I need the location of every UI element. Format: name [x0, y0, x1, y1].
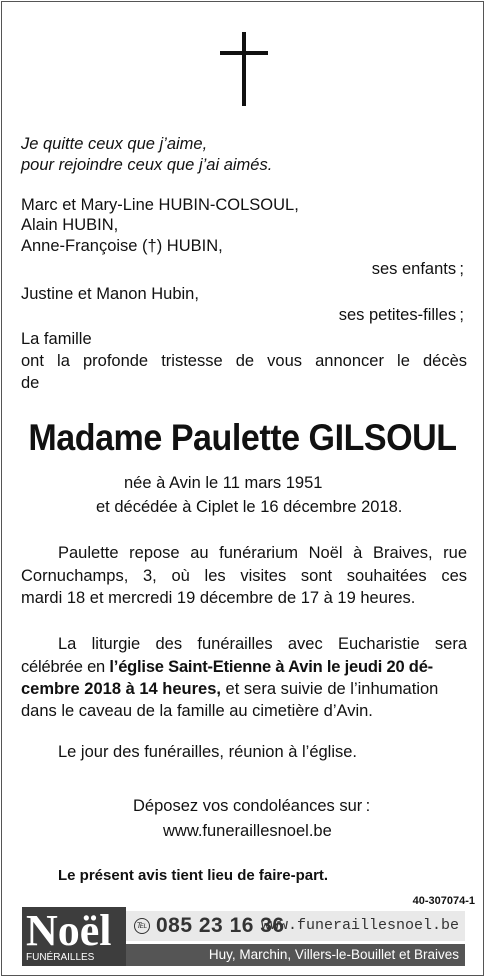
birth-line: née à Avin le 11 mars 1951	[124, 474, 323, 492]
footer-banner	[22, 907, 465, 966]
funeral-notice	[1, 1, 484, 976]
grandchildren-role: ses petites-filles ;	[338, 306, 464, 324]
child-2: Alain HUBIN,	[21, 216, 119, 234]
announce-line-2: de	[21, 374, 40, 392]
cities-bar	[126, 944, 465, 966]
liturgy-line-3: cembre 2018 à 14 heures, et sera suivie de l’inhumation	[21, 680, 439, 698]
children-role: ses enfants ;	[371, 260, 464, 278]
deceased-name: Madame Paulette GILSOUL	[28, 417, 457, 458]
cross-icon	[220, 32, 268, 106]
grandchildren: Justine et Manon Hubin,	[21, 285, 199, 303]
contact-bar	[126, 911, 465, 941]
logo-text: Noël	[26, 906, 112, 955]
liturgy-line-4: dans le caveau de la famille au cimetière d’Avin.	[21, 702, 373, 720]
announce-line-1: ont la profonde tristesse de vous annoncer le décès	[21, 352, 467, 370]
death-line: et décédée à Ciplet le 16 décembre 2018.	[96, 498, 403, 516]
phone-icon: ℡	[134, 918, 150, 934]
child-3: Anne-Françoise (†) HUBIN,	[21, 237, 223, 255]
condolences-label: Déposez vos condoléances sur :	[133, 797, 371, 815]
reunion-line: Le jour des funérailles, réunion à l’église.	[58, 743, 358, 761]
noel-logo	[22, 907, 126, 966]
child-1: Marc et Mary-Line HUBIN-COLSOUL,	[21, 196, 299, 214]
visitation-line-3: mardi 18 et mercredi 19 décembre de 17 à 19 heures.	[21, 589, 416, 607]
reference-number: 40-307074-1	[412, 895, 475, 907]
condolences-url[interactable]: www.funeraillesnoel.be	[163, 822, 332, 840]
visitation-line-1: Paulette repose au funérarium Noël à Braives, rue	[58, 544, 467, 562]
website-link[interactable]: www.funeraillesnoel.be	[260, 917, 459, 934]
verse-line-2: pour rejoindre ceux que j’ai aimés.	[21, 156, 273, 174]
logo-subtitle: FUNÉRAILLES	[26, 952, 95, 963]
liturgy-line-2: célébrée en l’église Saint-Etienne à Avin le jeudi 20 dé-	[21, 658, 433, 676]
la-famille: La famille	[21, 330, 92, 348]
phone-number[interactable]: 085 23 16 36	[156, 914, 285, 937]
liturgy-line-1: La liturgie des funérailles avec Eucharistie sera	[58, 635, 467, 653]
verse-line-1: Je quitte ceux que j’aime,	[21, 135, 208, 153]
visitation-line-2: Cornuchamps, 3, où les visites sont souhaitées ces	[21, 567, 467, 585]
cities-text: Huy, Marchin, Villers-le-Bouillet et Braives	[208, 947, 459, 962]
notice-line: Le présent avis tient lieu de faire-part.	[58, 867, 329, 884]
